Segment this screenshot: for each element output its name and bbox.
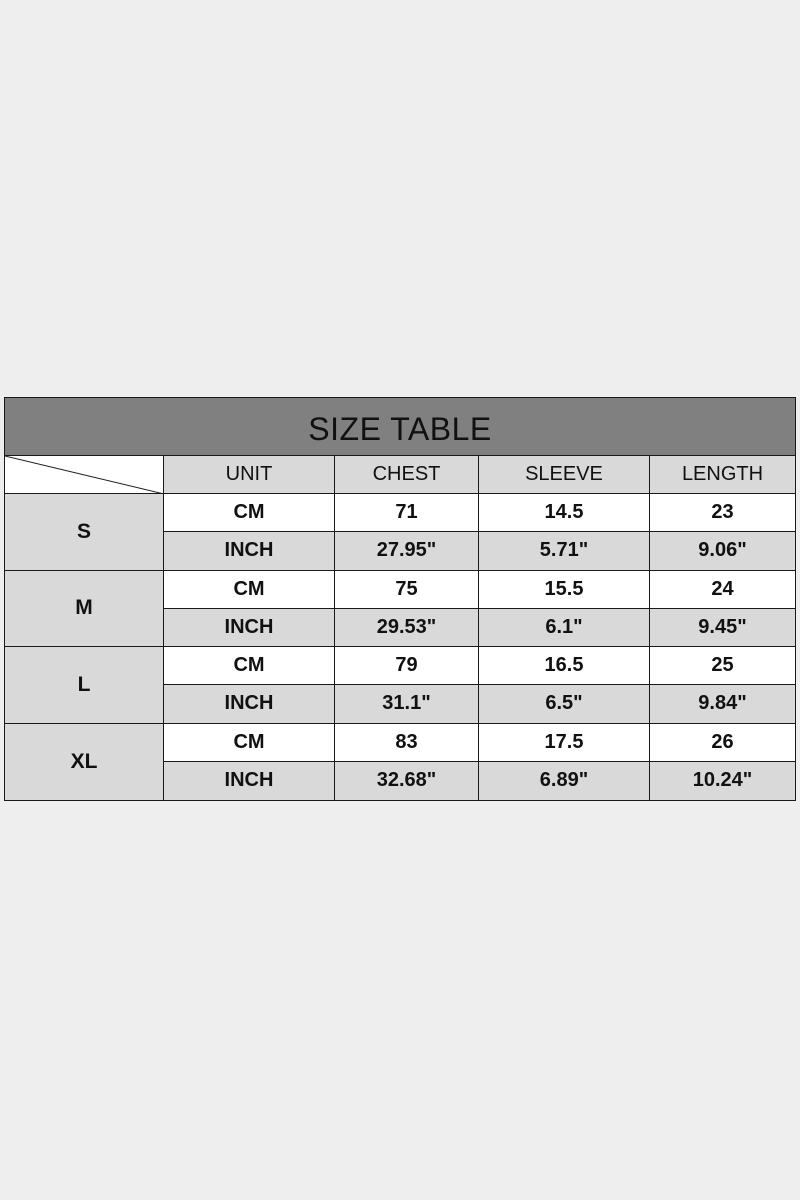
cell-m-cm-chest: 75: [335, 571, 479, 609]
cell-s-cm-unit: CM: [164, 494, 335, 532]
cell-xl-cm-unit: CM: [164, 724, 335, 762]
table-title: SIZE TABLE: [5, 398, 795, 456]
cell-s-inch-sleeve: 5.71": [479, 532, 650, 570]
cell-l-inch-length: 9.84": [650, 685, 795, 723]
cell-l-inch-sleeve: 6.5": [479, 685, 650, 723]
size-label-s: S: [5, 494, 164, 571]
size-label-m: M: [5, 571, 164, 648]
cell-xl-cm-length: 26: [650, 724, 795, 762]
cell-l-inch-unit: INCH: [164, 685, 335, 723]
cell-m-cm-unit: CM: [164, 571, 335, 609]
corner-cell: [5, 456, 164, 494]
cell-s-inch-unit: INCH: [164, 532, 335, 570]
cell-s-cm-sleeve: 14.5: [479, 494, 650, 532]
column-header-length: LENGTH: [650, 456, 795, 494]
size-label-xl: XL: [5, 724, 164, 801]
cell-xl-inch-unit: INCH: [164, 762, 335, 800]
cell-s-inch-length: 9.06": [650, 532, 795, 570]
size-label-l: L: [5, 647, 164, 724]
cell-l-cm-length: 25: [650, 647, 795, 685]
cell-l-cm-unit: CM: [164, 647, 335, 685]
column-header-chest: CHEST: [335, 456, 479, 494]
cell-xl-cm-chest: 83: [335, 724, 479, 762]
column-header-unit: UNIT: [164, 456, 335, 494]
size-table: [4, 397, 796, 801]
corner-diagonal: [5, 456, 164, 494]
cell-xl-inch-sleeve: 6.89": [479, 762, 650, 800]
cell-xl-inch-length: 10.24": [650, 762, 795, 800]
cell-m-inch-length: 9.45": [650, 609, 795, 647]
cell-xl-cm-sleeve: 17.5: [479, 724, 650, 762]
cell-m-cm-length: 24: [650, 571, 795, 609]
column-header-sleeve: SLEEVE: [479, 456, 650, 494]
cell-m-inch-unit: INCH: [164, 609, 335, 647]
cell-s-cm-length: 23: [650, 494, 795, 532]
cell-xl-inch-chest: 32.68": [335, 762, 479, 800]
cell-m-inch-sleeve: 6.1": [479, 609, 650, 647]
cell-m-cm-sleeve: 15.5: [479, 571, 650, 609]
cell-s-inch-chest: 27.95": [335, 532, 479, 570]
cell-l-cm-sleeve: 16.5: [479, 647, 650, 685]
cell-m-inch-chest: 29.53": [335, 609, 479, 647]
cell-l-cm-chest: 79: [335, 647, 479, 685]
cell-l-inch-chest: 31.1": [335, 685, 479, 723]
cell-s-cm-chest: 71: [335, 494, 479, 532]
